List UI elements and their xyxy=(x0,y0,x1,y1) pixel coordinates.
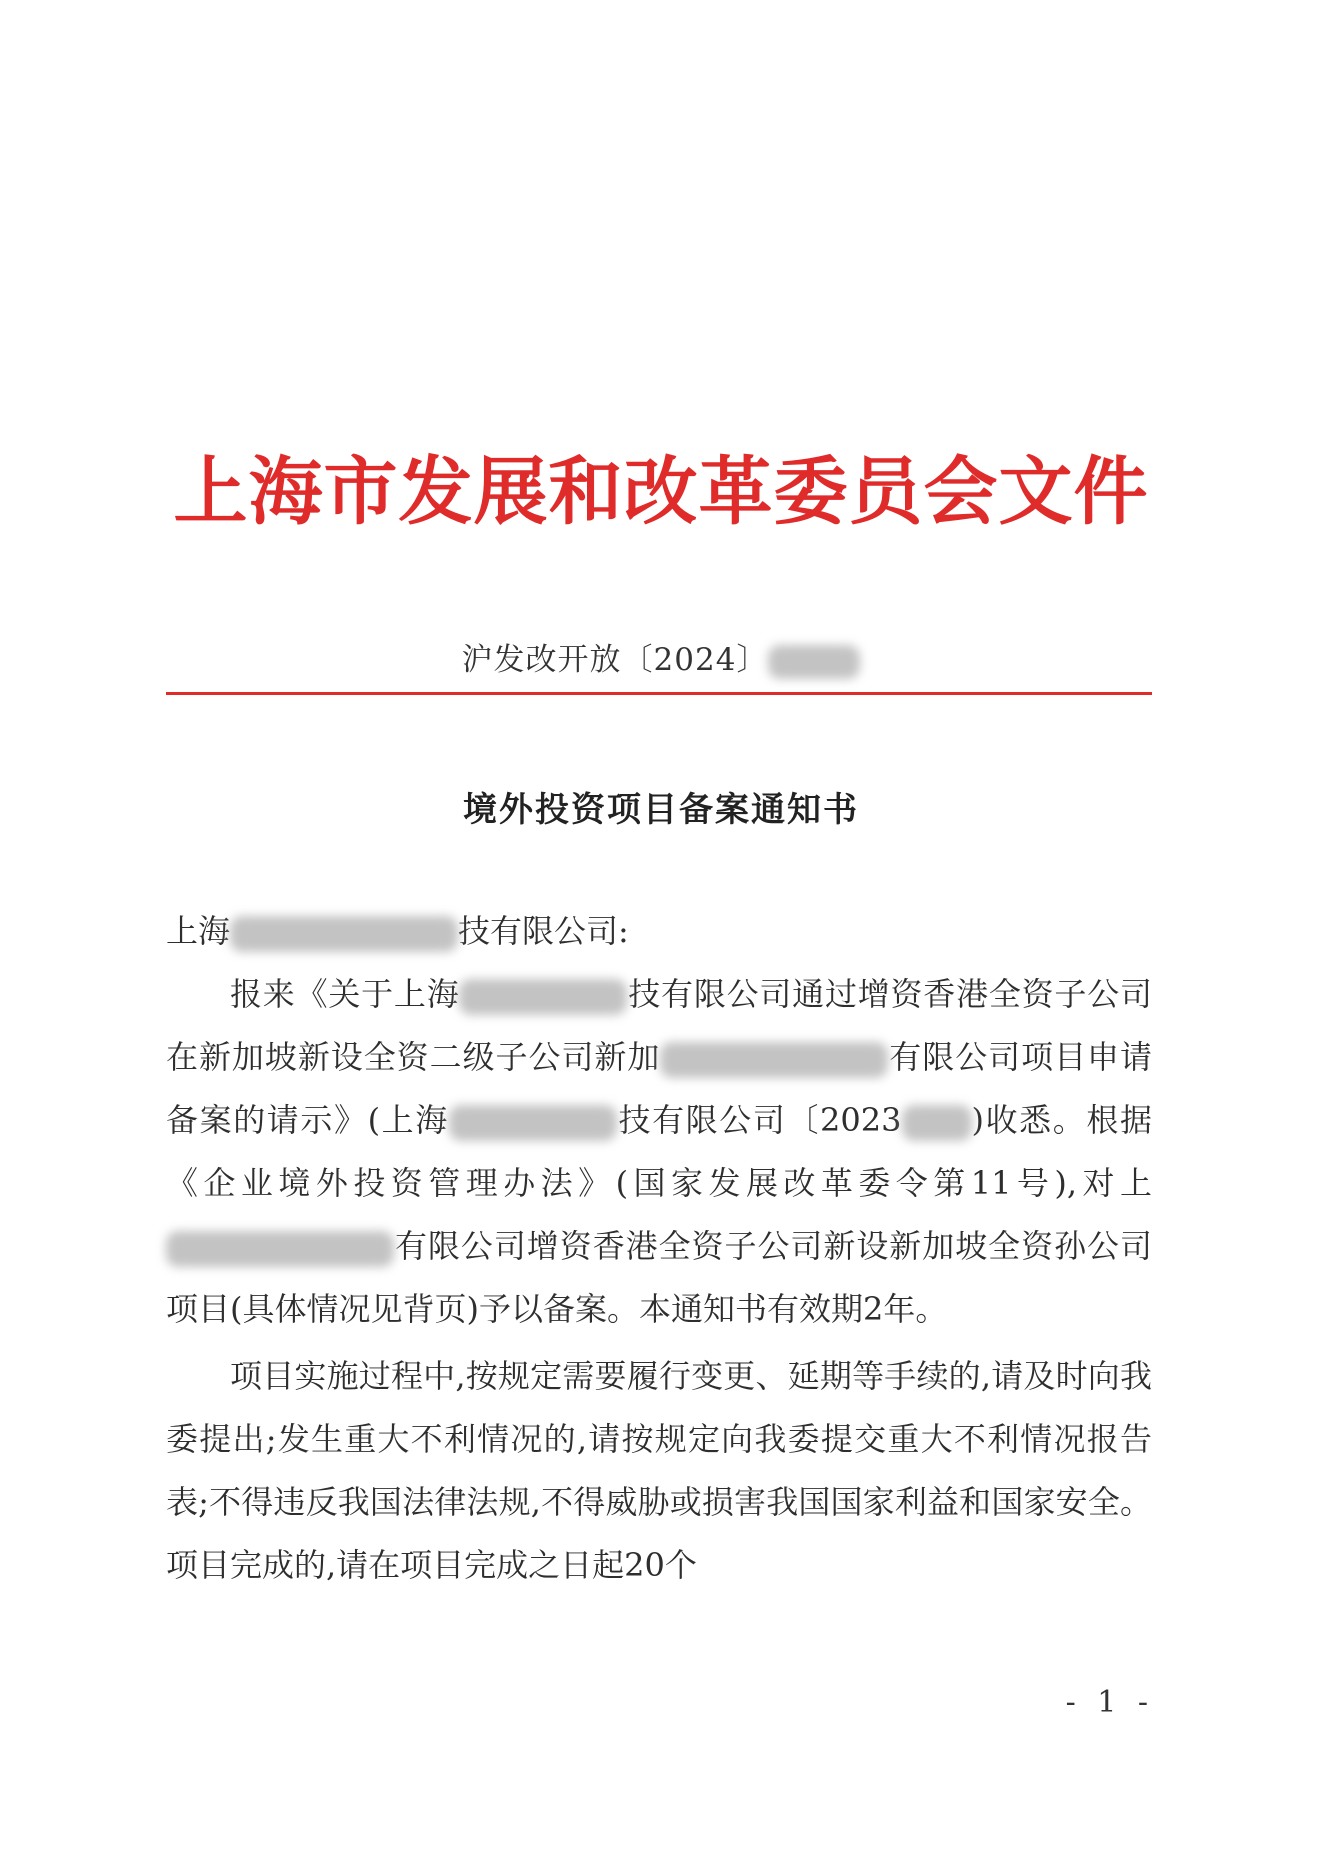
notice-title: 境外投资项目备案通知书 xyxy=(463,790,859,830)
redacted-number xyxy=(768,645,860,679)
notice-body xyxy=(166,900,1152,1597)
redacted-company-name xyxy=(230,916,458,952)
masthead-title: 上海市发展和改革委员会文件 xyxy=(173,449,1149,535)
paragraph-1-text: 报来《关于上海 xyxy=(230,975,460,1013)
red-separator-line xyxy=(166,692,1152,695)
redacted-company-name xyxy=(166,1231,394,1267)
redacted-company-name xyxy=(660,1042,888,1078)
paragraph-1 xyxy=(166,963,1152,1341)
document-number-prefix: 沪发改开放〔2024〕 xyxy=(461,642,769,678)
paragraph-1-text: 技有限公司〔2023 xyxy=(616,1101,902,1139)
redacted-company-name xyxy=(449,1105,617,1141)
salutation-start: 上海 xyxy=(166,912,231,950)
paragraph-2: 项目实施过程中,按规定需要履行变更、延期等手续的,请及时向我委提出;发生重大不利情况的,请按规定向我委提交重大不利情况报告表;不得违反我国法律法规,不得威胁或损害我国国家利益和国家安全。项目完成的,请在项目完成之日起20个 xyxy=(166,1357,1152,1584)
redacted-company-name xyxy=(459,979,627,1015)
page-number: - 1 - xyxy=(1065,1685,1154,1720)
salutation-end: 技有限公司: xyxy=(458,912,629,950)
paragraph-1-text: 技有限公司通过增资香港全资子公司在新加坡新设全资二级子公司新加 xyxy=(166,975,1152,1076)
salutation xyxy=(166,900,1152,963)
paragraph-1-text: )收悉。根据《企业境外投资管理办法》(国家发展改革委令第11号),对上 xyxy=(166,1101,1152,1202)
redacted-number xyxy=(902,1105,972,1141)
paragraph-1-text: 有限公司项目申请备案的请示》(上海 xyxy=(166,1038,1152,1139)
paragraph-1-text: 有限公司增资香港全资子公司新设新加坡全资孙公司项目(具体情况见背页)予以备案。本通知书有效期2年。 xyxy=(166,1227,1152,1328)
document-number xyxy=(0,634,1322,679)
